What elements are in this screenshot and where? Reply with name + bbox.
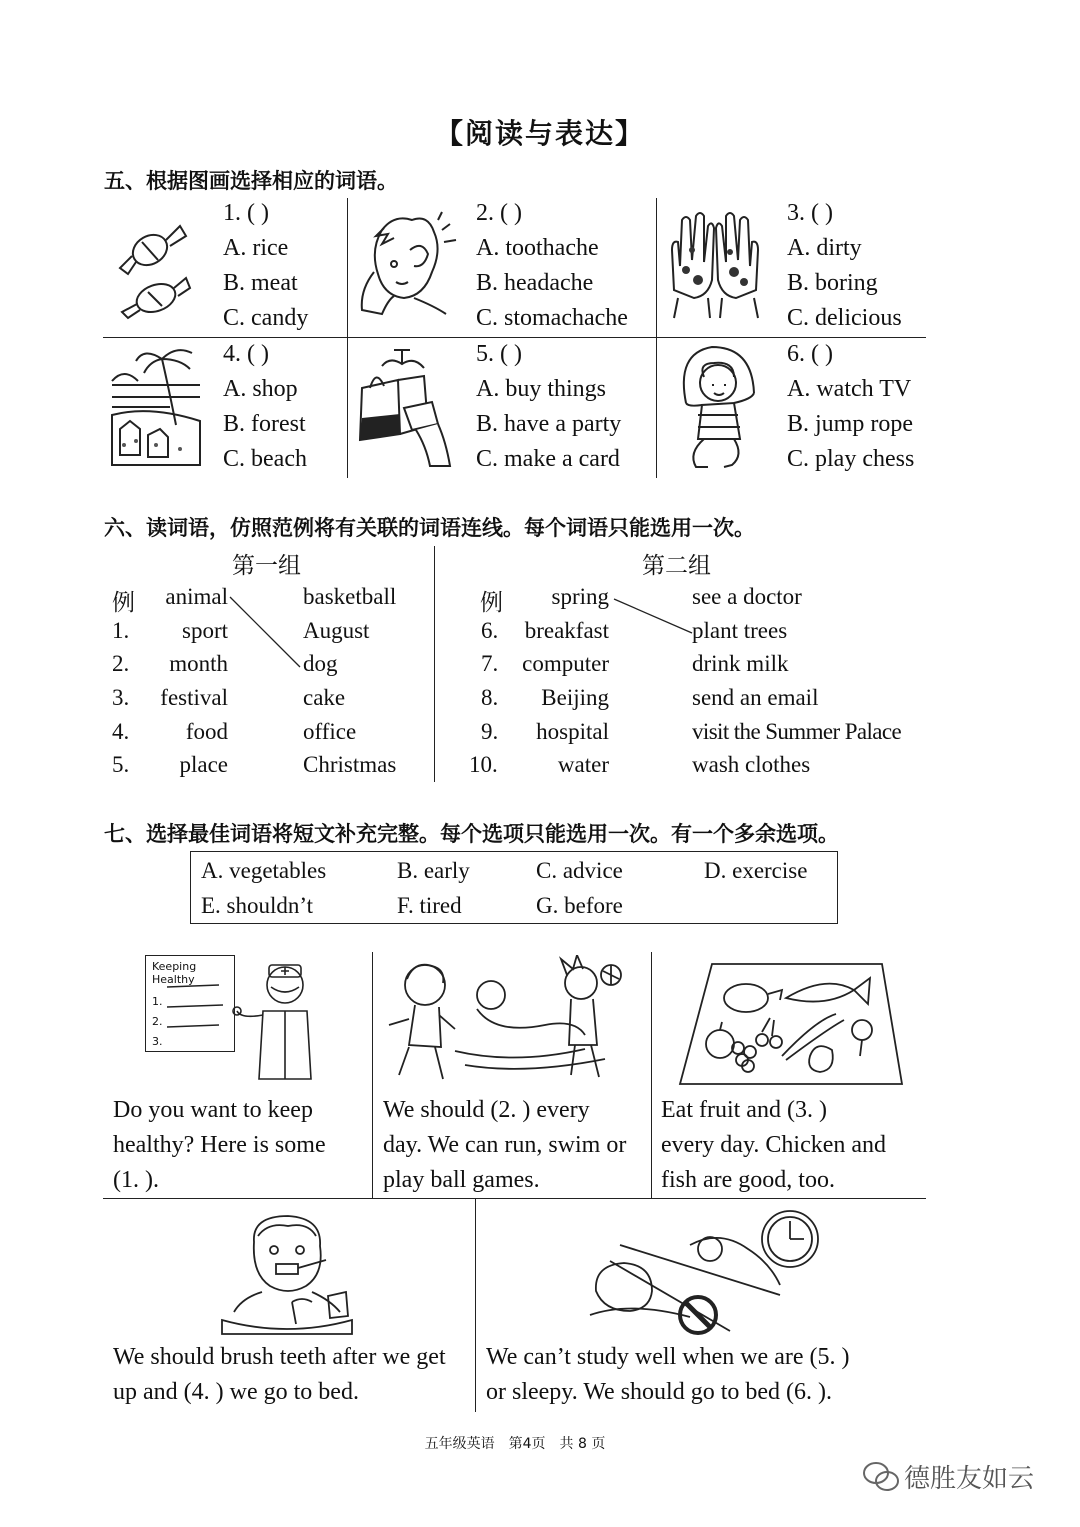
option-c: C. beach bbox=[223, 446, 307, 472]
healthy-food-icon bbox=[676, 960, 906, 1086]
option-a: A. dirty bbox=[787, 235, 862, 261]
dirty-hands-icon bbox=[664, 210, 764, 322]
panel-1-text bbox=[113, 1093, 326, 1198]
beach-icon bbox=[110, 345, 202, 467]
panel-5-text bbox=[486, 1340, 850, 1410]
option-a: A. toothache bbox=[476, 235, 599, 261]
g1-right-word: dog bbox=[303, 651, 338, 676]
g2-left-word: computer bbox=[522, 651, 609, 676]
g1-left-word: place bbox=[179, 752, 228, 777]
panel-line: day. We can run, swim or bbox=[383, 1132, 627, 1158]
panel-line: We can’t study well when we are (5. ) bbox=[486, 1344, 850, 1370]
wechat-icon bbox=[862, 1461, 900, 1493]
g1-right-word: office bbox=[303, 719, 357, 744]
option-item: G. before bbox=[536, 893, 623, 918]
g1-right-word: Christmas bbox=[303, 752, 397, 777]
poster-item: 2. bbox=[152, 1015, 163, 1028]
option-item: C. advice bbox=[536, 858, 623, 883]
page-footer: 五年级英语 第4页 共 8 页 bbox=[424, 1436, 606, 1452]
g2-right-word: send an email bbox=[692, 685, 819, 710]
candy-icon bbox=[112, 212, 192, 322]
g2-num: 9. bbox=[481, 719, 499, 744]
panel-3-text bbox=[661, 1093, 886, 1198]
question-number: 4. ( ) bbox=[223, 341, 269, 367]
option-b: B. forest bbox=[223, 411, 306, 437]
option-item: A. vegetables bbox=[201, 858, 327, 883]
option-item: F. tired bbox=[397, 893, 462, 918]
option-a: A. watch TV bbox=[787, 376, 912, 402]
section6-heading: 六、读词语，仿照范例将有关联的词语连线。每个词语只能选用一次。 bbox=[104, 516, 755, 540]
example-link-line-1 bbox=[230, 597, 300, 667]
option-b: B. meat bbox=[223, 270, 298, 296]
panel-line: We should brush teeth after we get bbox=[113, 1344, 446, 1370]
option-c: C. stomachache bbox=[476, 305, 628, 331]
question-number: 2. ( ) bbox=[476, 200, 522, 226]
panel-2-text bbox=[383, 1093, 626, 1198]
question-4 bbox=[223, 337, 307, 477]
option-c: C. play chess bbox=[787, 446, 915, 472]
g2-left-word: hospital bbox=[536, 719, 609, 744]
group-divider bbox=[434, 546, 435, 782]
g2-right-word: plant trees bbox=[692, 618, 788, 643]
panel-line: fish are good, too. bbox=[661, 1167, 835, 1193]
question-2 bbox=[476, 196, 628, 336]
g1-left-word: month bbox=[169, 651, 228, 676]
question-6 bbox=[787, 337, 914, 477]
page-title: 【阅读与表达】 bbox=[434, 117, 645, 150]
g2-num: 8. bbox=[481, 685, 499, 710]
question-number: 6. ( ) bbox=[787, 341, 833, 367]
doctor-icon bbox=[145, 955, 325, 1085]
shopping-bags-icon bbox=[354, 346, 454, 470]
g1-left-word: festival bbox=[160, 685, 228, 710]
g1-left-word: sport bbox=[182, 618, 228, 643]
g2-num: 例 bbox=[480, 590, 503, 615]
g2-right-word: visit the Summer Palace bbox=[692, 719, 902, 744]
g1-num: 4. bbox=[112, 719, 130, 744]
g2-num: 10. bbox=[469, 752, 498, 777]
option-item: B. early bbox=[397, 858, 470, 883]
option-item: D. exercise bbox=[704, 858, 808, 883]
question-number: 5. ( ) bbox=[476, 341, 522, 367]
poster-item: 3. bbox=[152, 1035, 163, 1048]
g2-left-word: breakfast bbox=[524, 618, 609, 643]
panel-line: We should (2. ) every bbox=[383, 1097, 590, 1123]
option-item: E. shouldn’t bbox=[201, 893, 314, 918]
group1-title: 第一组 bbox=[232, 553, 301, 579]
panel-divider bbox=[651, 952, 652, 1198]
question-1 bbox=[223, 196, 308, 336]
panel-line: up and (4. ) we go to bed. bbox=[113, 1379, 359, 1405]
option-c: C. make a card bbox=[476, 446, 620, 472]
g1-num: 3. bbox=[112, 685, 130, 710]
grid-divider bbox=[347, 198, 348, 478]
panel-line: Do you want to keep bbox=[113, 1097, 313, 1123]
options-box bbox=[190, 851, 838, 924]
panel-line: every day. Chicken and bbox=[661, 1132, 887, 1158]
panel-line: or sleepy. We should go to bed (6. ). bbox=[486, 1379, 833, 1405]
question-number: 1. ( ) bbox=[223, 200, 269, 226]
g2-right-word: wash clothes bbox=[692, 752, 811, 777]
poster-item: 1. bbox=[152, 995, 163, 1008]
option-a: A. rice bbox=[223, 235, 289, 261]
option-a: A. buy things bbox=[476, 376, 607, 402]
group2-title: 第二组 bbox=[642, 553, 711, 579]
g1-right-word: August bbox=[303, 618, 370, 643]
panel-line: healthy? Here is some bbox=[113, 1132, 326, 1158]
g2-num: 6. bbox=[481, 618, 499, 643]
question-5 bbox=[476, 337, 621, 477]
g1-num: 例 bbox=[112, 590, 135, 615]
option-b: B. jump rope bbox=[787, 411, 913, 437]
kids-exercising-icon bbox=[385, 955, 635, 1085]
option-b: B. have a party bbox=[476, 411, 622, 437]
panel-line: play ball games. bbox=[383, 1167, 540, 1193]
panel-divider bbox=[372, 952, 373, 1198]
panel-divider bbox=[103, 1198, 926, 1199]
option-c: C. candy bbox=[223, 305, 309, 331]
g2-num: 7. bbox=[481, 651, 499, 676]
sleepy-girl-clock-icon bbox=[580, 1205, 830, 1337]
g2-right-word: drink milk bbox=[692, 651, 789, 676]
panel-divider bbox=[475, 1198, 476, 1412]
section7-heading: 七、选择最佳词语将短文补充完整。每个选项只能选用一次。有一个多余选项。 bbox=[104, 822, 839, 846]
brushing-teeth-icon bbox=[212, 1212, 362, 1336]
g2-left-word: spring bbox=[551, 584, 609, 609]
grid-divider bbox=[656, 198, 657, 478]
g1-num: 2. bbox=[112, 651, 130, 676]
example-link-line-2 bbox=[614, 599, 692, 633]
question-number: 3. ( ) bbox=[787, 200, 833, 226]
option-b: B. headache bbox=[476, 270, 594, 296]
g1-left-word: food bbox=[185, 719, 228, 744]
option-b: B. boring bbox=[787, 270, 878, 296]
g1-left-word: animal bbox=[165, 584, 228, 609]
jump-rope-girl-icon bbox=[668, 343, 768, 473]
poster-title: Keeping Healthy bbox=[152, 960, 197, 986]
section5-heading: 五、根据图画选择相应的词语。 bbox=[104, 169, 398, 193]
watermark: 德胜友如云 bbox=[904, 1464, 1035, 1494]
g1-num: 5. bbox=[112, 752, 130, 777]
g1-num: 1. bbox=[112, 618, 130, 643]
panel-4-text bbox=[113, 1340, 446, 1410]
g1-right-word: basketball bbox=[303, 584, 397, 609]
headache-boy-icon bbox=[354, 210, 459, 322]
g1-right-word: cake bbox=[303, 685, 346, 710]
g2-right-word: see a doctor bbox=[692, 584, 802, 609]
option-c: C. delicious bbox=[787, 305, 902, 331]
question-3 bbox=[787, 196, 902, 336]
option-a: A. shop bbox=[223, 376, 298, 402]
g2-left-word: water bbox=[557, 752, 609, 777]
panel-line: (1. ). bbox=[113, 1167, 159, 1193]
panel-line: Eat fruit and (3. ) bbox=[661, 1097, 827, 1123]
g2-left-word: Beijing bbox=[541, 685, 609, 710]
